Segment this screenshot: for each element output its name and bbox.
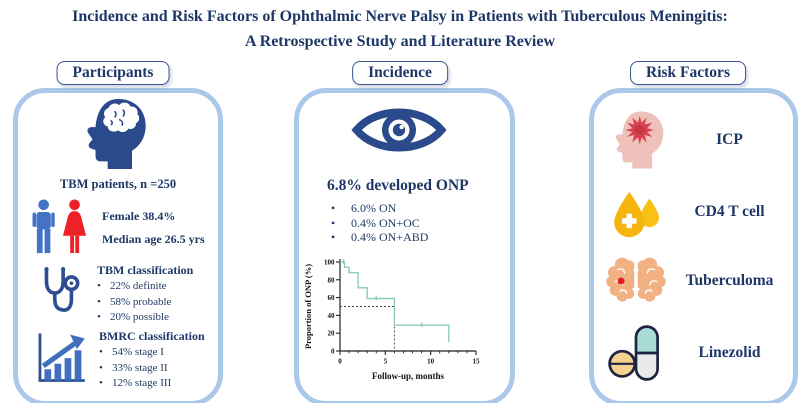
list-item: • 33% stage II bbox=[99, 361, 205, 377]
patients-count-text: TBM patients, n =250 bbox=[59, 177, 177, 191]
participants-header: Participants bbox=[57, 61, 170, 85]
male-female-icons bbox=[30, 199, 92, 255]
bar-chart-icon bbox=[30, 329, 88, 385]
bmrc-classification-row bbox=[30, 329, 205, 392]
y-tick-label: 0 bbox=[331, 347, 335, 356]
linezolid-pills-icon bbox=[600, 322, 672, 384]
risk-label-tuberculoma: Tuberculoma bbox=[685, 272, 774, 289]
risk-factors-panel bbox=[589, 88, 798, 403]
participants-panel bbox=[13, 88, 223, 403]
tbm-classification-row bbox=[34, 263, 193, 326]
risk-label-cd4: CD4 T cell bbox=[694, 203, 765, 220]
male-figure-icon bbox=[33, 199, 55, 253]
eye-icon bbox=[350, 102, 448, 158]
y-tick-label: 40 bbox=[327, 311, 335, 320]
risk-row-icp bbox=[600, 103, 787, 177]
list-item: • 22% definite bbox=[97, 279, 193, 295]
x-tick-label: 5 bbox=[383, 357, 388, 366]
x-tick-label: 0 bbox=[338, 357, 342, 366]
tuberculoma-brain-icon bbox=[600, 253, 672, 309]
risk-factors-header: Risk Factors bbox=[630, 61, 746, 85]
bmrc-classification-block bbox=[99, 329, 205, 392]
median-age-text: Median age 26.5 yrs bbox=[102, 232, 205, 246]
list-item: • 58% probable bbox=[97, 295, 193, 311]
list-item: • 0.4% ON+OC bbox=[331, 216, 428, 231]
list-item: • 6.0% ON bbox=[331, 201, 428, 216]
head-brain-icon bbox=[75, 96, 151, 172]
incidence-header: Incidence bbox=[352, 61, 448, 85]
figure-title-line2: A Retrospective Study and Literature Review bbox=[244, 32, 556, 50]
figure-title-line1: Incidence and Risk Factors of Ophthalmic Nerve Palsy in Patients with Tuberculous Meningitis: bbox=[72, 8, 728, 25]
list-item: • 0.4% ON+ABD bbox=[331, 230, 428, 245]
demographics-text bbox=[102, 199, 205, 251]
x-axis-label: Follow-up, months bbox=[371, 371, 445, 381]
cd4-drops-icon bbox=[600, 184, 672, 240]
incidence-headline: 6.8% developed ONP bbox=[327, 177, 469, 194]
y-tick-label: 100 bbox=[324, 258, 335, 267]
demographics-row bbox=[30, 199, 205, 255]
incidence-panel bbox=[294, 88, 515, 403]
list-item: • 20% possible bbox=[97, 310, 193, 326]
stethoscope-icon bbox=[34, 263, 86, 321]
risk-row-linezolid bbox=[600, 319, 787, 387]
tbm-classification-heading: TBM classification bbox=[97, 263, 194, 277]
list-item: • 12% stage III bbox=[99, 376, 205, 392]
km-chart bbox=[301, 249, 497, 389]
x-tick-label: 10 bbox=[427, 357, 435, 366]
risk-label-linezolid: Linezolid bbox=[698, 344, 761, 361]
list-item: • 54% stage I bbox=[99, 345, 205, 361]
tbm-classification-block bbox=[97, 263, 193, 326]
figure-title bbox=[0, 5, 800, 55]
survival-step-curve bbox=[340, 262, 449, 342]
female-percent-text: Female 38.4% bbox=[102, 209, 176, 223]
icp-head-icon bbox=[600, 105, 672, 175]
bmrc-classification-list bbox=[99, 345, 205, 392]
bmrc-classification-heading: BMRC classification bbox=[99, 329, 205, 343]
risk-row-cd4 bbox=[600, 181, 787, 243]
x-tick-label: 15 bbox=[472, 357, 480, 366]
y-tick-label: 60 bbox=[327, 294, 335, 303]
y-tick-label: 20 bbox=[327, 329, 335, 338]
risk-label-icp: ICP bbox=[716, 131, 743, 148]
incidence-list bbox=[331, 201, 428, 245]
tbm-classification-list bbox=[97, 279, 193, 326]
female-figure-icon bbox=[63, 199, 86, 253]
y-tick-label: 80 bbox=[327, 276, 335, 285]
risk-row-tuberculoma bbox=[600, 249, 787, 313]
y-axis-label: Proportion of ONP (%) bbox=[303, 263, 313, 350]
